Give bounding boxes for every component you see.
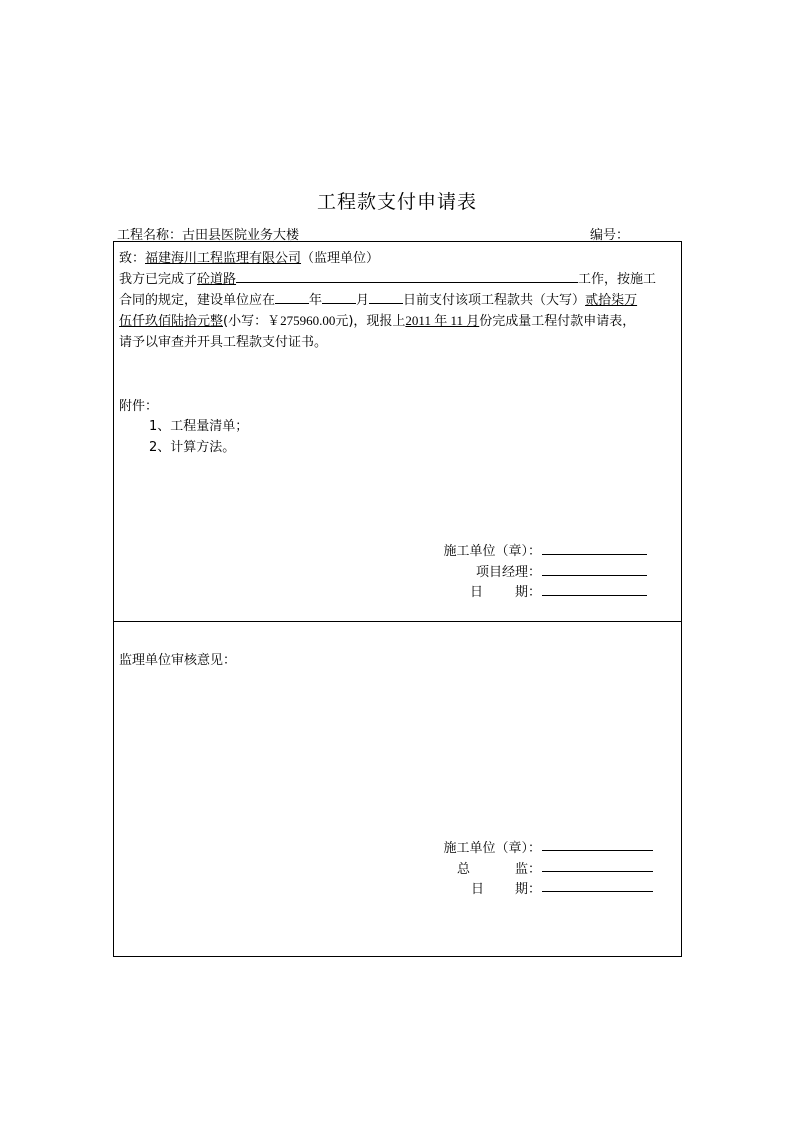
chief-supervisor-label-2: 监： <box>514 862 541 877</box>
period-suffix: 份完成量工程付款申请表， <box>479 314 636 329</box>
contractor-seal-label: 施工单位（章）： <box>443 544 541 559</box>
work-item-blank <box>236 270 578 283</box>
contractor-seal-line <box>542 554 647 555</box>
billing-period: 2011 年 11 月 <box>405 313 480 328</box>
payment-date-line <box>119 289 637 308</box>
review-contractor-seal-line <box>542 850 653 851</box>
review-date-line <box>542 891 653 892</box>
chief-supervisor-line <box>542 871 653 872</box>
review-date-label-2: 期： <box>514 882 541 897</box>
chief-supervisor-label-1: 总 <box>457 862 471 877</box>
work-line <box>119 268 656 287</box>
supervisor-suffix: （监理单位） <box>301 251 380 266</box>
attachment-item: 2、计算方法。 <box>149 440 236 455</box>
attachment-item: 1、工程量清单； <box>149 419 249 434</box>
payment-suffix: 日前支付该项工程款共（大写） <box>403 293 586 308</box>
amount-small-value: 275960.00 <box>280 313 336 328</box>
day-blank <box>369 291 403 304</box>
project-label: 工程名称： <box>117 228 183 243</box>
to-label: 致： <box>119 251 146 266</box>
month-unit: 月 <box>356 293 370 308</box>
serial-number-label: 编号： <box>590 228 630 243</box>
review-contractor-seal-label: 施工单位（章）： <box>443 841 541 856</box>
year-blank <box>275 291 309 304</box>
work-item: 砼道路 <box>197 272 237 287</box>
amount-small-suffix: 元)，现报上 <box>335 314 406 329</box>
form-table <box>113 241 682 957</box>
amount-line <box>119 310 635 329</box>
review-label: 监理单位审核意见： <box>119 653 237 668</box>
review-date-label-1: 日 <box>471 882 485 897</box>
amount-upper-part2: 伍仟玖佰陆拾元整 <box>119 314 224 329</box>
year-unit: 年 <box>309 293 323 308</box>
month-blank <box>322 291 356 304</box>
work-prefix: 我方已完成了 <box>119 272 198 287</box>
attachments-label: 附件： <box>119 399 159 414</box>
project-name: 古田县医院业务大楼 <box>182 228 300 243</box>
amount-upper-part1: 贰拾柒万 <box>585 293 638 308</box>
date-label-1: 日 <box>470 585 484 600</box>
contract-prefix: 合同的规定，建设单位应在 <box>119 293 276 308</box>
supervisor-company: 福建海川工程监理有限公司 <box>145 251 302 266</box>
date-line <box>542 595 647 596</box>
amount-small-prefix: (小写：￥ <box>223 314 281 329</box>
form-title: 工程款支付申请表 <box>316 191 477 213</box>
project-manager-line <box>542 575 647 576</box>
section-divider <box>114 621 681 622</box>
date-label-2: 期： <box>514 585 541 600</box>
work-suffix: 工作，按施工 <box>578 272 657 287</box>
addressee-line <box>119 247 379 266</box>
request-line: 请予以审查并开具工程款支付证书。 <box>119 335 328 350</box>
project-manager-label: 项目经理： <box>475 565 541 580</box>
